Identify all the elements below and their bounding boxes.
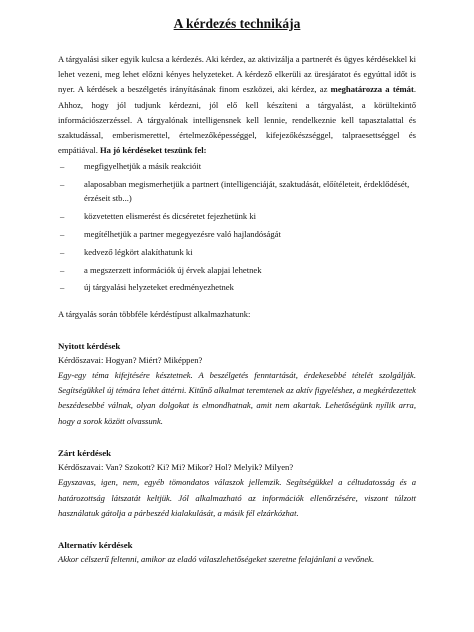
list-item bbox=[58, 209, 416, 223]
dash-marker: – bbox=[60, 246, 65, 257]
section-alternative-questions bbox=[58, 538, 416, 567]
section-closed-questions bbox=[58, 446, 416, 521]
intro-text-1: A tárgyalási siker egyik kulcsa a kérdezés. Aki kérdez, az aktivizálja a partnerét és ügyes kérdésekkel ki lehet vezeni, meg lehet előzni kényes helyzeteket. A kérdező elkerüli az üresjáratot és egyúttal időt is nyer. A kérdések a beszélgetés irányításának finom eszközei, aki kérdez, az bbox=[58, 54, 416, 95]
list-item bbox=[58, 263, 416, 277]
section-description: Akkor célszerű feltenni, amikor az eladó válaszlehetőségeket szeretne felajánlani a vevőnek. bbox=[58, 554, 375, 565]
list-item-text: közvetetten elismerést és dicséretet fejezhetünk ki bbox=[84, 211, 257, 222]
intro-paragraph bbox=[58, 52, 416, 158]
list-item bbox=[58, 245, 416, 259]
list-item-text: megfigyelhetjük a másik reakcióit bbox=[84, 161, 202, 172]
list-item-text: új tárgyalási helyzeteket eredményezhetnek bbox=[84, 282, 234, 293]
document-title: A kérdezés technikája bbox=[173, 16, 301, 31]
benefits-list bbox=[58, 159, 416, 294]
section-open-questions bbox=[58, 339, 416, 430]
section-description: Egyszavas, igen, nem, egyéb tömondatos válaszok jellemzik. Segítségükkel a céltudatosság és a határozottság látszatát keltjük. Jól alkalmazható az információk ellenőrzésére, viszont túlzott használatuk gátolja a párbeszéd kialakulását, a másik fél elzárkózhat. bbox=[58, 477, 416, 519]
list-item bbox=[58, 159, 416, 173]
dash-marker: – bbox=[60, 161, 65, 172]
section-question-words: Kérdőszavai: Van? Szokott? Ki? Mi? Mikor? Hol? Melyik? Milyen? bbox=[58, 462, 294, 473]
section-heading: Zárt kérdések bbox=[58, 448, 112, 459]
intro-bold-topic: meghatározza a témát bbox=[330, 84, 414, 95]
list-item-text: megítélhetjük a partner megegyezésre való hajlandóságát bbox=[84, 229, 281, 240]
list-item bbox=[58, 177, 416, 205]
list-item bbox=[58, 280, 416, 294]
section-description: Egy-egy téma kifejtésére késztetnek. A beszélgetés fenntartását, érdekesebbé tételét szolgálják. Segítségükkel új témára lehet áttérni. Kitűnő alkalmat teremtenek az aktív figyeléshez, a megkérdezettek beszédesebbé válnak, olyan dolgokat is elmondhatnak, amit nem akartak. Lehetőségünk nyílik arra, hogy a sorok között olvassunk. bbox=[58, 369, 416, 426]
list-item-text: alaposabban megismerhetjük a partnert (intelligenciáját, szaktudását, előítéleteit, érdeklődését, érzéseit stb...) bbox=[84, 179, 410, 204]
intro-text-2: . Ahhoz, hogy jól tudjunk kérdezni, jól elő kell készíteni a tárgyalást, a körültekintő információszerzéssel. A tárgyalónak intelligensnek kell lennie, rendelkeznie kell tapasztalattal és szaktudással, emberismerettel, értelmezőképességgel, kifejezőkészséggel, talpraesettséggel és empátiával. bbox=[58, 84, 416, 156]
intro-bold-lead: Ha jó kérdéseket teszünk fel: bbox=[100, 145, 207, 156]
dash-marker: – bbox=[60, 211, 65, 222]
question-types-intro: A tárgyalás során többféle kérdéstípust alkalmazhatunk: bbox=[58, 308, 251, 319]
section-question-words: Kérdőszavai: Hogyan? Miért? Miképpen? bbox=[58, 354, 203, 365]
dash-marker: – bbox=[60, 179, 65, 190]
section-heading: Nyitott kérdések bbox=[58, 340, 121, 351]
section-heading: Alternatív kérdések bbox=[58, 540, 133, 551]
list-item-text: kedvező légkört alakíthatunk ki bbox=[84, 246, 193, 257]
dash-marker: – bbox=[60, 264, 65, 275]
dash-marker: – bbox=[60, 282, 65, 293]
dash-marker: – bbox=[60, 229, 65, 240]
list-item-text: a megszerzett információk új érvek alapjai lehetnek bbox=[84, 264, 262, 275]
list-item bbox=[58, 227, 416, 241]
